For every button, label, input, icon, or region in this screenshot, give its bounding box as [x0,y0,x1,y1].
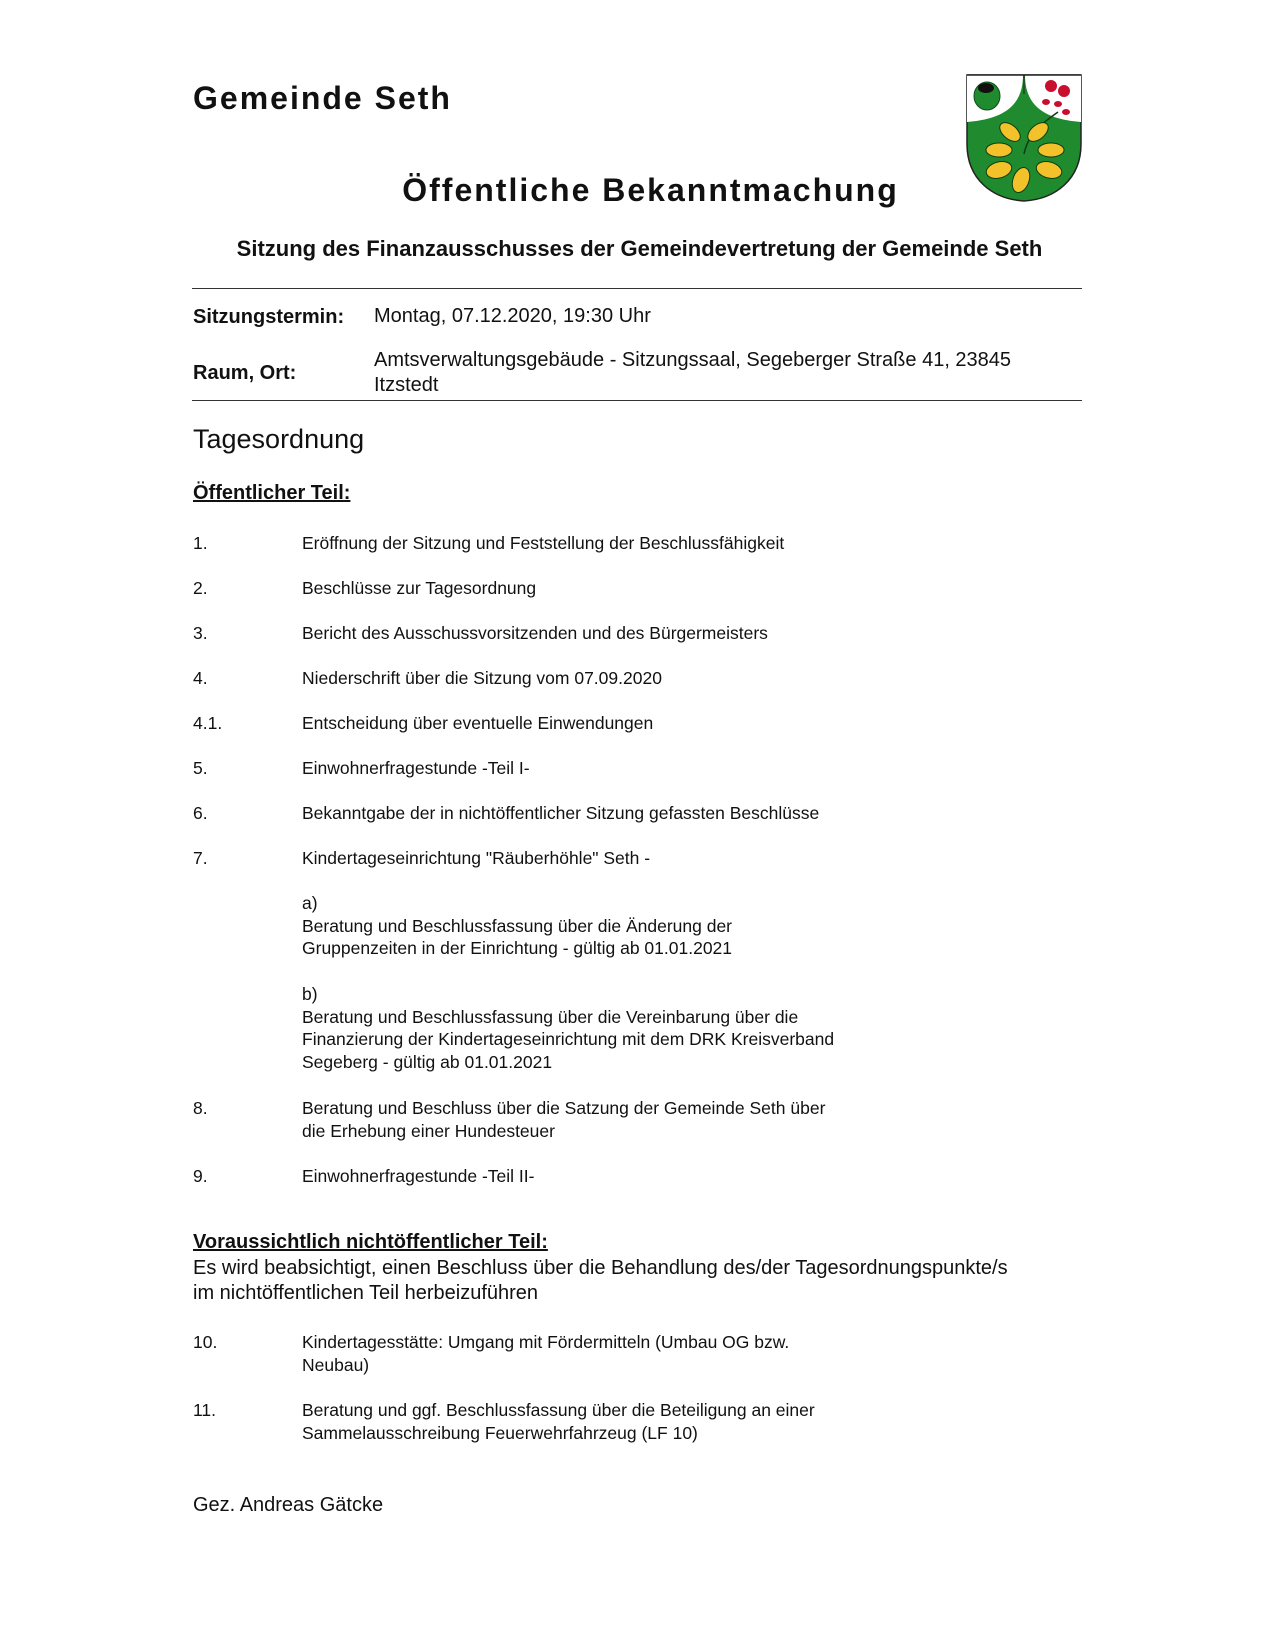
agenda-item-number: 4.1. [193,713,223,733]
agenda-item-number: 3. [193,623,208,643]
meeting-date-value: Montag, 07.12.2020, 19:30 Uhr [374,305,651,327]
agenda-item-number: 10. [193,1332,218,1352]
meeting-date-label: Sitzungstermin: [193,306,345,328]
agenda-item-text: Eröffnung der Sitzung und Feststellung der Beschlussfähigkeit [302,533,785,553]
meeting-place-value-line2: Itzstedt [374,374,439,396]
agenda-item-text: Bericht des Ausschussvorsitzenden und des Bürgermeisters [302,623,768,643]
agenda-item-text: Beschlüsse zur Tagesordnung [302,578,537,598]
agenda-item-text: b) [302,984,318,1004]
agenda-item-text: Beratung und ggf. Beschlussfassung über die Beteiligung an einer [302,1400,815,1420]
agenda-item-number: 4. [193,668,208,688]
divider [192,288,1082,289]
meeting-place-label: Raum, Ort: [193,362,297,384]
agenda-item-text: Entscheidung über eventuelle Einwendungen [302,713,654,733]
agenda-item-text: Sammelausschreibung Feuerwehrfahrzeug (LF 10) [302,1422,698,1443]
agenda-item-text: Gruppenzeiten in der Einrichtung - gültig ab 01.01.2021 [302,938,733,958]
agenda-item-text: Einwohnerfragestunde -Teil I- [302,758,530,778]
private-note-line2: im nichtöffentlichen Teil herbeizuführen [193,1282,539,1304]
agenda-item-number: 5. [193,758,208,778]
agenda-item-number: 7. [193,848,208,868]
agenda-item-number: 6. [193,803,208,823]
signature: Gez. Andreas Gätcke [193,1494,384,1516]
agenda-item-text: die Erhebung einer Hundesteuer [302,1120,555,1141]
agenda-item-text: Einwohnerfragestunde -Teil II- [302,1166,535,1186]
private-note-line1: Es wird beabsichtigt, einen Beschluss über die Behandlung des/der Tagesordnungspunkte/s [193,1257,1008,1279]
agenda-item-number: 8. [193,1098,208,1118]
private-section-heading: Voraussichtlich nichtöffentlicher Teil: [193,1231,548,1253]
agenda-item-text: Segeberg - gültig ab 01.01.2021 [302,1051,553,1072]
agenda-item-text: Beratung und Beschluss über die Satzung der Gemeinde Seth über [302,1098,826,1118]
agenda-item-text: Finanzierung der Kindertageseinrichtung mit dem DRK Kreisverband [302,1029,835,1049]
agenda-item-text: Neubau) [302,1354,370,1375]
agenda-item-text: Kindertageseinrichtung "Räuberhöhle" Seth - [302,848,651,868]
document-subtitle: Sitzung des Finanzausschusses der Gemeindevertretung der Gemeinde Seth [236,236,1043,261]
agenda-item-number: 11. [193,1400,217,1420]
agenda-item-number: 1. [193,533,208,553]
agenda-item-text: Beratung und Beschlussfassung über die Änderung der [302,915,733,936]
agenda-item-number: 2. [193,578,208,598]
agenda-item-text: Kindertagesstätte: Umgang mit Fördermitteln (Umbau OG bzw. [302,1332,790,1352]
divider [192,400,1082,401]
public-section-heading: Öffentlicher Teil: [193,482,351,504]
meeting-place-value-line1: Amtsverwaltungsgebäude - Sitzungssaal, Segeberger Straße 41, 23845 [374,349,1012,371]
agenda-heading: Tagesordnung [193,424,365,454]
municipality-name: Gemeinde Seth [193,80,452,116]
document-title: Öffentliche Bekanntmachung [402,172,899,208]
agenda-item-text: Niederschrift über die Sitzung vom 07.09.2020 [302,668,662,688]
agenda-item-text: Bekanntgabe der in nichtöffentlicher Sitzung gefassten Beschlüsse [302,803,820,823]
agenda-item-number: 9. [193,1166,208,1186]
agenda-item-text: a) [302,893,318,913]
agenda-item-text: Beratung und Beschlussfassung über die Vereinbarung über die [302,1006,799,1027]
